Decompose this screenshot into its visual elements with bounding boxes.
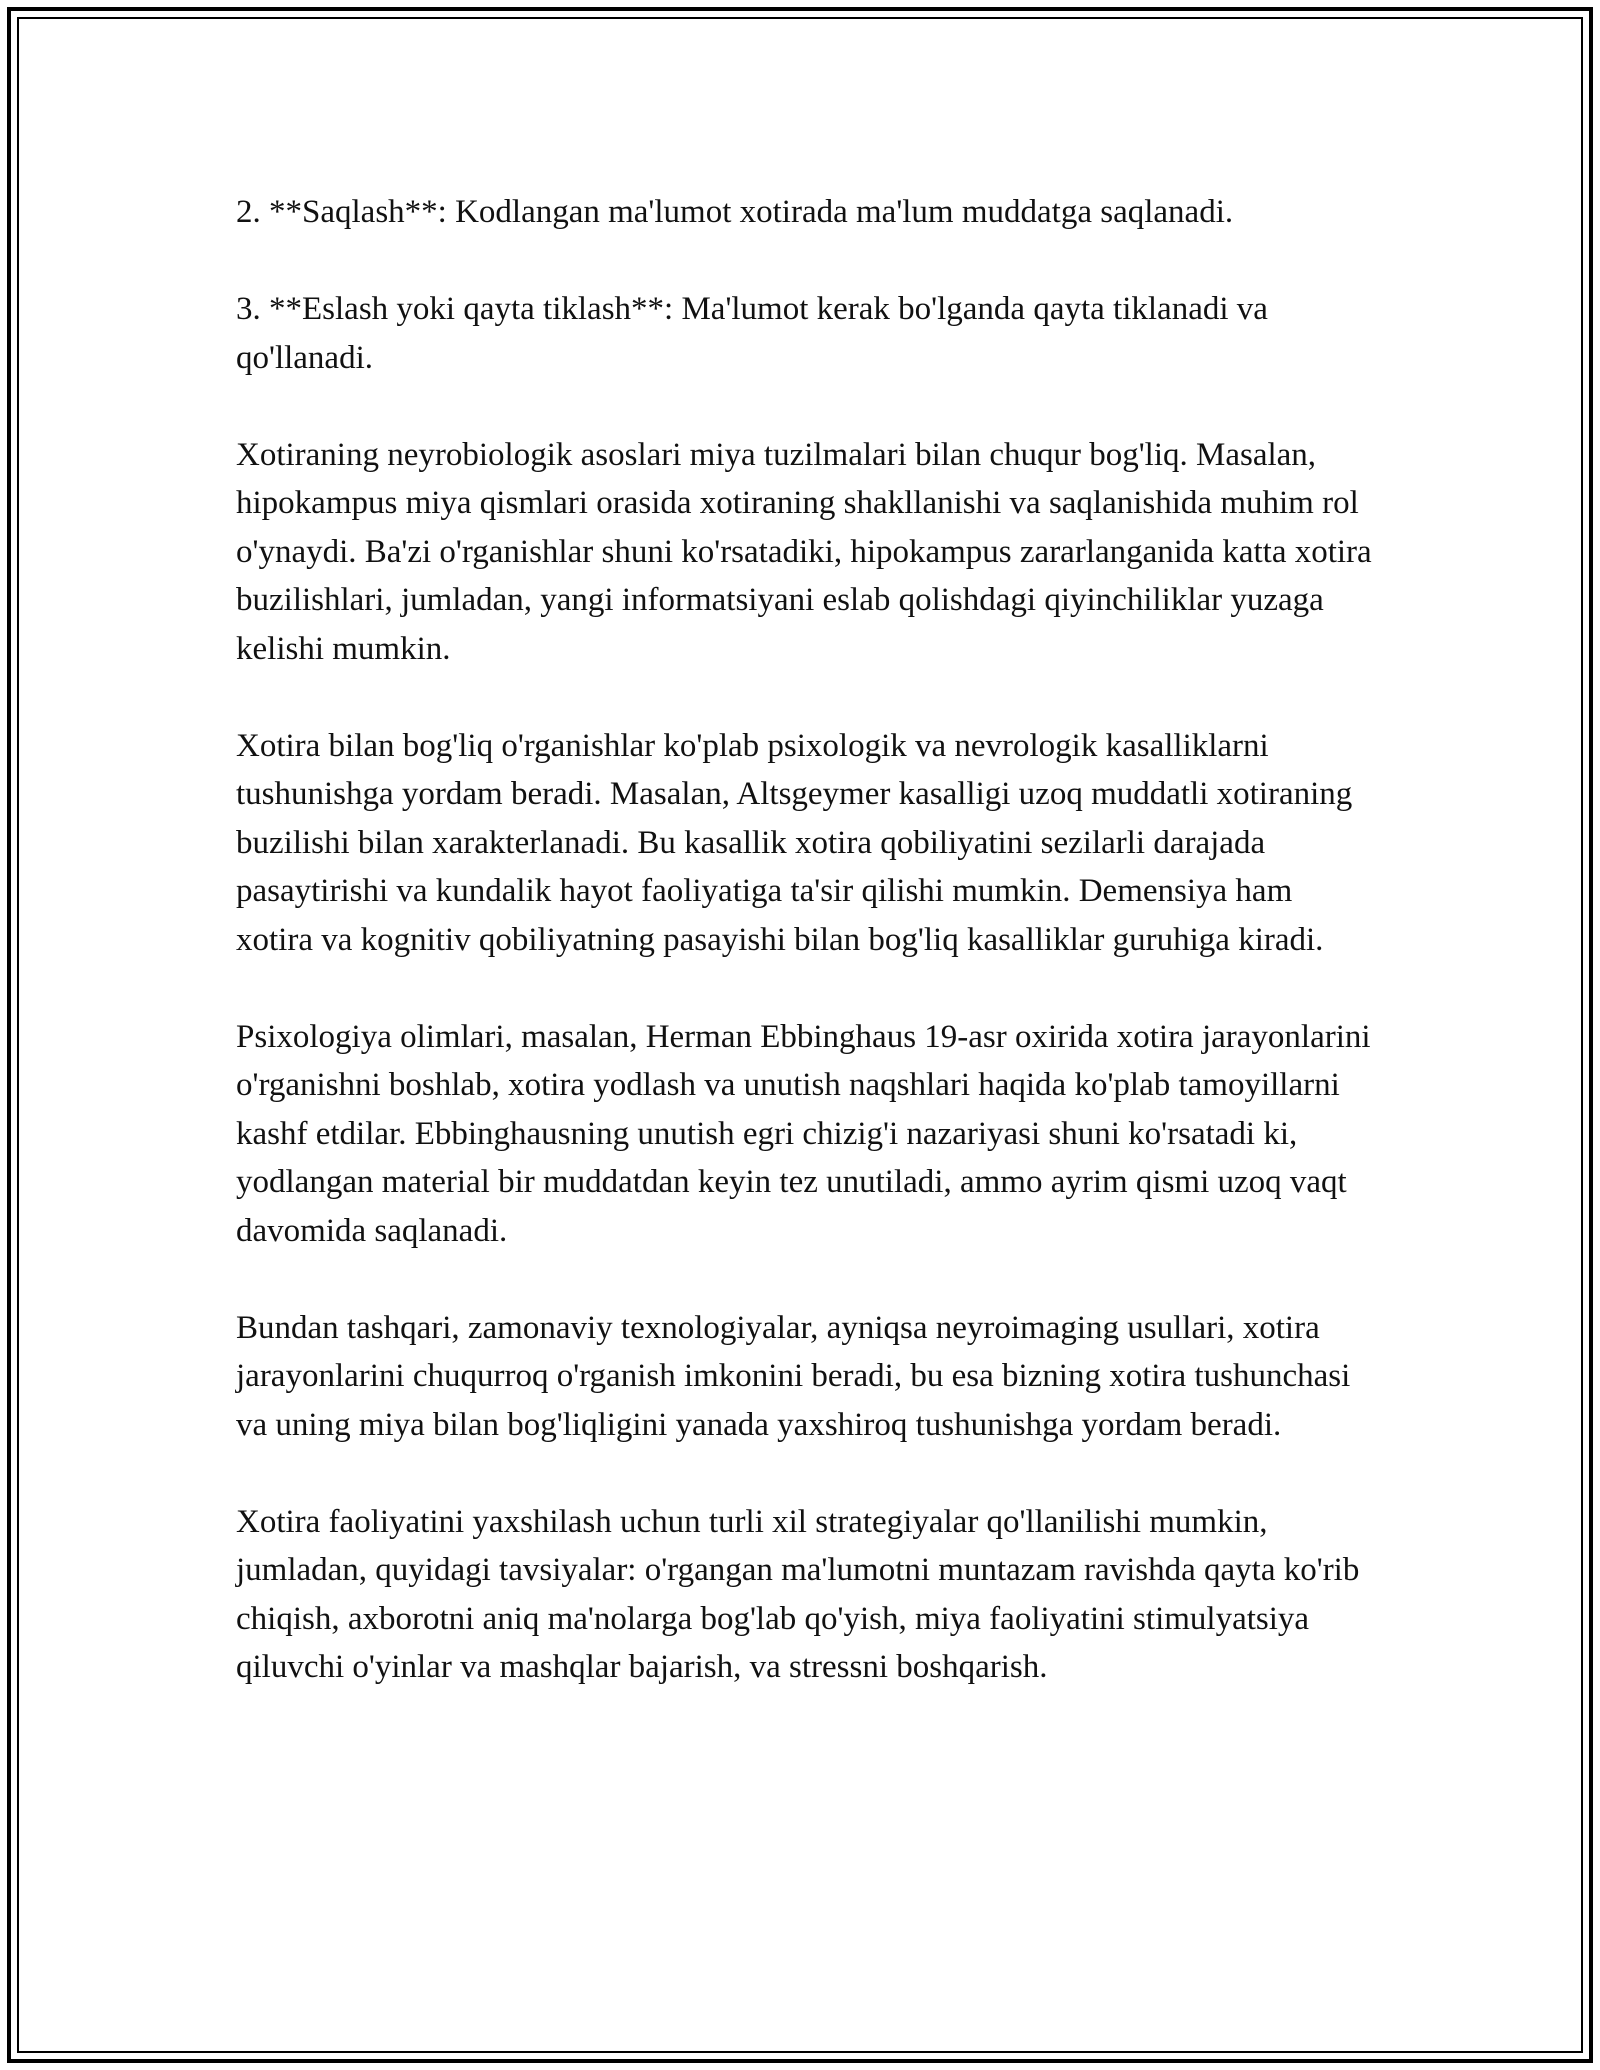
document-body: [236, 188, 1376, 1692]
paragraph-diseases: Xotira bilan bog'liq o'rganishlar ko'plab psixologik va nevrologik kasalliklarni tushunishga yordam beradi. Masalan, Altsgeymer kasalligi uzoq muddatli xotiraning buzilishi bilan xarakterlanadi. Bu kasallik xotira qobiliyatini sezilarli darajada pasaytirishi va kundalik hayot faoliyatiga ta'sir qilishi mumkin. Demensiya ham xotira va kognitiv qobiliyatning pasayishi bilan bog'liq kasalliklar guruhiga kiradi.: [236, 727, 1353, 958]
paragraph-list-item-3: 3. **Eslash yoki qayta tiklash**: Ma'lumot kerak bo'lganda qayta tiklanadi va qo'llanadi.: [236, 291, 1268, 376]
paragraph-technology: Bundan tashqari, zamonaviy texnologiyalar, ayniqsa neyroimaging usullari, xotira jarayonlarini chuqurroq o'rganish imkonini beradi, bu esa bizning xotira tushunchasi va uning miya bilan bog'liqligini yanada yaxshiroq tushunishga yordam beradi.: [236, 1309, 1351, 1443]
paragraph-strategies: Xotira faoliyatini yaxshilash uchun turli xil strategiyalar qo'llanilishi mumkin, jumladan, quyidagi tavsiyalar: o'rgangan ma'lumotni muntazam ravishda qayta ko'rib chiqish, axborotni aniq ma'nolarga bog'lab qo'yish, miya faoliyatini stimulyatsiya qiluvchi o'yinlar va mashqlar bajarish, va stressni boshqarish.: [236, 1503, 1360, 1685]
paragraph-ebbinghaus: Psixologiya olimlari, masalan, Herman Ebbinghaus 19-asr oxirida xotira jarayonlarini o'rganishni boshlab, xotira yodlash va unutish naqshlari haqida ko'plab tamoyillarni kashf etdilar. Ebbinghausning unutish egri chizig'i nazariyasi shuni ko'rsatadi ki, yodlangan material bir muddatdan keyin tez unutiladi, ammo ayrim qismi uzoq vaqt davomida saqlanadi.: [236, 1018, 1371, 1249]
paragraph-neurobiology: Xotiraning neyrobiologik asoslari miya tuzilmalari bilan chuqur bog'liq. Masalan, hipokampus miya qismlari orasida xotiraning shakllanishi va saqlanishida muhim rol o'ynaydi. Ba'zi o'rganishlar shuni ko'rsatadiki, hipokampus zararlanganida katta xotira buzilishlari, jumladan, yangi informatsiyani eslab qolishdagi qiyinchiliklar yuzaga kelishi mumkin.: [236, 436, 1372, 667]
paragraph-list-item-2: 2. **Saqlash**: Kodlangan ma'lumot xotirada ma'lum muddatga saqlanadi.: [236, 194, 1234, 230]
